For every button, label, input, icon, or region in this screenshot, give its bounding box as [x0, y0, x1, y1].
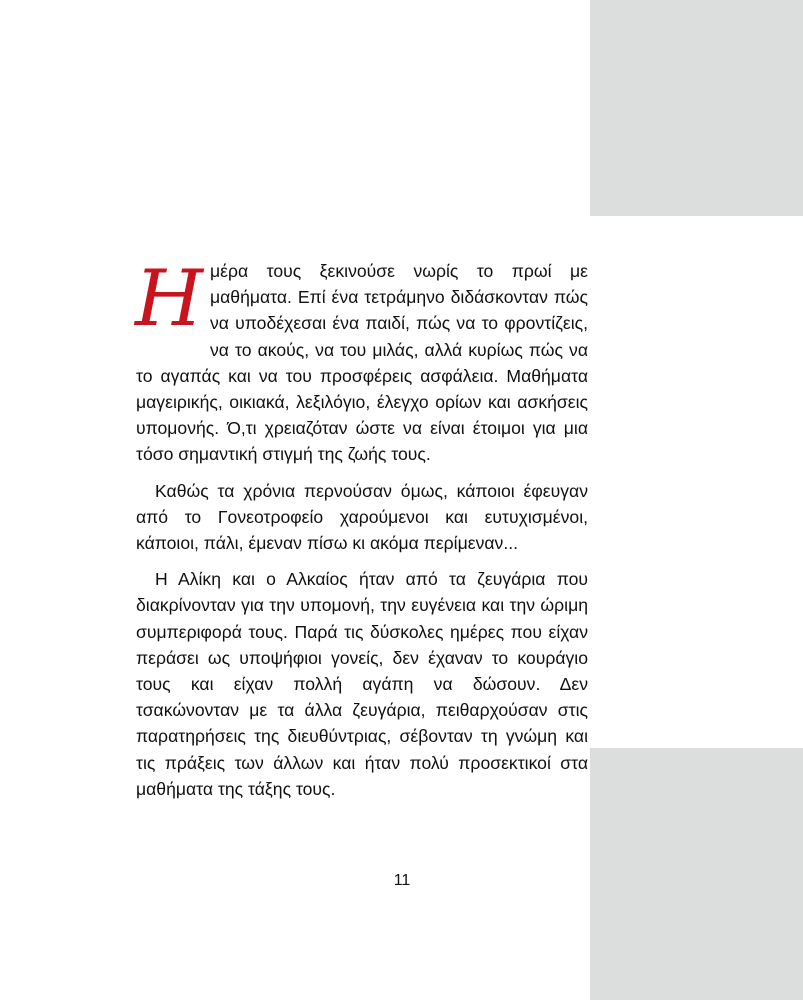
side-bar-top	[590, 0, 803, 216]
drop-cap-letter: Η	[134, 254, 204, 344]
paragraph-1-text: μέρα τους ξεκινούσε νωρίς το πρωί με μαθήματα. Επί ένα τετράμηνο διδάσκονταν πώς να υποδέχεσαι ένα παιδί, πώς να το φροντίζεις, να το ακούς, να του μιλάς, αλλά κυρίως πώς να το αγαπάς και να του προσφέρεις ασφάλεια. Μαθήματα μαγειρικής, οικιακά, λεξιλόγιο, έλεγχο ορίων και ασκήσεις υπομονής. Ό,τι χρειαζόταν ώστε να είναι έτοιμοι για μια τόσο σημαντική στιγμή της ζωής τους.	[136, 261, 588, 465]
side-bar-bottom	[590, 748, 803, 1000]
paragraph-2: Καθώς τα χρόνια περνούσαν όμως, κάποιοι έφευγαν από το Γονεοτροφείο χαρούμενοι και ευτυχισμένοι, κάποιοι, πάλι, έμεναν πίσω κι ακόμα περίμεναν...	[136, 480, 588, 554]
page-number: 11	[393, 872, 411, 889]
paragraph-3: Η Αλίκη και ο Αλκαίος ήταν από τα ζευγάρια που διακρίνονταν για την υπομονή, την ευγένεια και την ώριμη συμπεριφορά τους. Παρά τις δύσκολες ημέρες που είχαν περάσει ως υποψήφιοι γονείς, δεν έχαναν το κουράγιο τους και είχαν πολλή αγάπη να δώσουν. Δεν τσακώνονταν με τα άλλα ζευγάρια, πειθαρχούσαν στις παρατηρήσεις της διευθύντριας, σέβονταν τη γνώμη και τις πράξεις των άλλων και ήταν πολύ προσεκτικοί στα μαθήματα της τάξης τους.	[136, 569, 588, 799]
body-text	[134, 254, 588, 802]
paragraph-1	[134, 254, 588, 468]
